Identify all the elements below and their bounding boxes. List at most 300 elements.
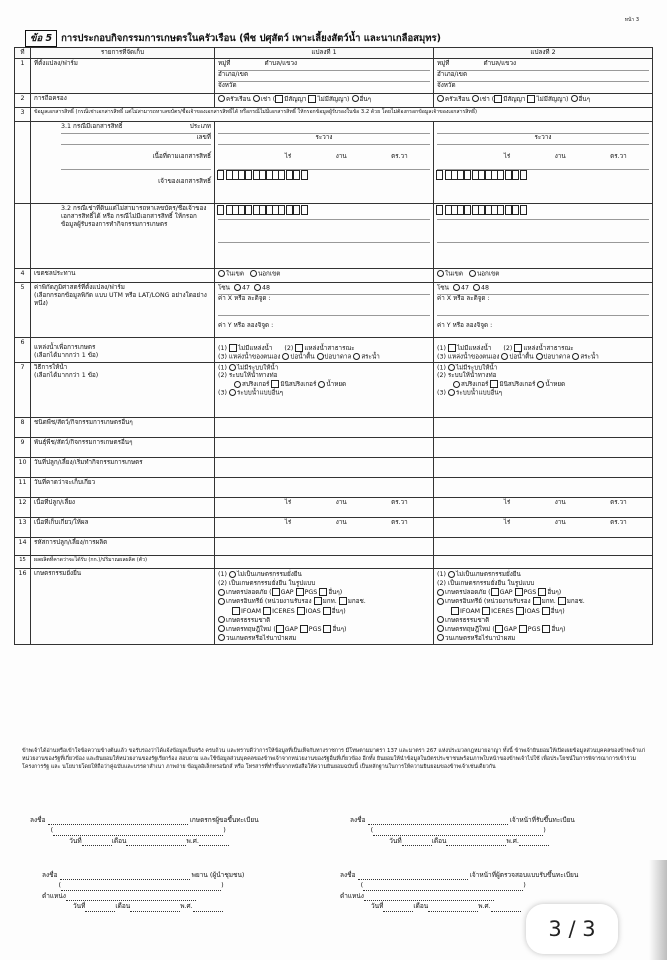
- form-line: [218, 145, 430, 170]
- radio-button[interactable]: [437, 95, 444, 102]
- radio-button[interactable]: [318, 381, 325, 388]
- radio-button[interactable]: [448, 389, 455, 396]
- radio-button[interactable]: [437, 270, 444, 277]
- fill-line: [193, 904, 223, 912]
- id-digit-box[interactable]: [464, 170, 471, 180]
- radio-button[interactable]: [229, 364, 236, 371]
- form-text: เกษตรปลอดภัย: [226, 589, 268, 597]
- form-text: (2): [503, 344, 513, 352]
- plot1-planted-area[interactable]: [215, 498, 434, 518]
- id-digit-box[interactable]: [520, 205, 527, 215]
- form-line: ค่า X หรือ ละติจูด :: [218, 295, 430, 316]
- plot1-location[interactable]: [215, 58, 434, 93]
- form-text: มินิสปริงเกอร์: [499, 381, 536, 389]
- form-text: 3: [15, 107, 31, 121]
- form-text: ไร่: [503, 152, 511, 160]
- form-text: PGS: [527, 625, 541, 633]
- radio-button[interactable]: [453, 284, 460, 291]
- checkbox[interactable]: [558, 597, 566, 605]
- checkbox[interactable]: [451, 607, 459, 615]
- form-text: ไม่มีระบบให้น้ำ: [236, 364, 279, 372]
- radio-button[interactable]: [469, 270, 476, 277]
- id-digit-box[interactable]: [464, 205, 471, 215]
- checkbox[interactable]: [314, 597, 322, 605]
- radio-button[interactable]: [537, 381, 544, 388]
- radio-button[interactable]: [437, 616, 444, 623]
- plot1-production-code[interactable]: [215, 538, 434, 556]
- checkbox[interactable]: [519, 625, 527, 633]
- form-text: ตำแหน่ง: [340, 891, 364, 900]
- radio-button[interactable]: [218, 616, 225, 623]
- fill-line: [61, 883, 221, 891]
- form-text: วันที่คาดว่าจะเก็บเกี่ยว: [31, 478, 215, 498]
- checkbox[interactable]: [494, 95, 502, 103]
- form-line: [218, 243, 430, 265]
- row-production-code: [15, 538, 653, 556]
- radio-button[interactable]: [218, 598, 225, 605]
- fill-line: [85, 904, 115, 912]
- form-text: ไม่เป็นเกษตรกรรมยั่งยืน: [236, 571, 302, 579]
- radio-button[interactable]: [229, 571, 236, 578]
- form-text: ลงชื่อ: [340, 871, 356, 879]
- form-text: เดือน: [115, 902, 131, 911]
- radio-button[interactable]: [234, 381, 241, 388]
- id-digit-box[interactable]: [301, 170, 308, 180]
- id-digit-box[interactable]: [436, 205, 443, 215]
- id-digit-box[interactable]: [497, 170, 504, 180]
- checkbox[interactable]: [515, 588, 523, 596]
- signature-farmer[interactable]: ลงชื่อ เกษตรกรผู้ขอขึ้นทะเบียน ( ) วันที่ เดือน พ.ศ.: [30, 816, 259, 845]
- plot2-sustainable[interactable]: (1) ไม่เป็นเกษตรกรรมยั่งยืน (2) เป็นเกษตรกรรมยั่งยืน ในรูปแบบ เกษตรปลอดภัย ( GAP PGS อื่นๆ) เกษตรอินทรีย์ (หน่วยงานรับรอง มกท. มกอช. IFOAM ICERES IOAS อื่นๆ) เกษตรธรรมชาติ เกษตรทฤษฎีใหม่ ( GAP PGS อื่นๆ) วนเกษตรหรือไร่นาป่าผสม: [434, 569, 653, 645]
- form-text: อื่นๆ): [547, 589, 562, 597]
- form-text: ตร.วา: [610, 499, 627, 507]
- form-line: เนื้อที่ตามเอกสารสิทธิ์: [61, 145, 211, 170]
- form-text: ตร.วา: [391, 519, 408, 527]
- radio-button[interactable]: [453, 381, 460, 388]
- plot1-water-source[interactable]: [215, 337, 434, 362]
- form-line: จังหวัด: [218, 81, 237, 89]
- checkbox[interactable]: [542, 607, 550, 615]
- form-text: 4: [15, 268, 31, 282]
- radio-button[interactable]: [234, 284, 241, 291]
- plot1-variety[interactable]: [215, 438, 434, 458]
- fill-line: [519, 838, 549, 846]
- form-text: พ.ศ.: [180, 902, 193, 911]
- checkbox[interactable]: [300, 625, 308, 633]
- form-line: [437, 123, 649, 134]
- fill-line: [130, 904, 180, 912]
- form-text: (3) แหล่งน้ำของตนเอง: [218, 353, 281, 361]
- form-text: งาน: [335, 499, 347, 507]
- form-text: แหล่งน้ำเพื่อการเกษตร: [34, 343, 96, 351]
- form-text: 9: [15, 438, 31, 458]
- form-text: (1): [218, 364, 227, 372]
- radio-button[interactable]: [572, 353, 579, 360]
- plot2-harvest-date[interactable]: [434, 478, 653, 498]
- form-line: เลขที่: [61, 134, 211, 145]
- radio-button[interactable]: [218, 270, 225, 277]
- form-text: มีสัญญา: [284, 95, 307, 103]
- form-line: [437, 220, 649, 243]
- radio-button[interactable]: [253, 95, 260, 102]
- checkbox[interactable]: [296, 588, 304, 596]
- plot2-variety[interactable]: [434, 438, 653, 458]
- form-text: งาน: [554, 519, 566, 527]
- checkbox[interactable]: [297, 607, 305, 615]
- form-text: มินิสปริงเกอร์: [280, 381, 317, 389]
- form-text: พ.ศ.: [506, 836, 519, 845]
- form-text: ไม่เป็นเกษตรกรรมยั่งยืน: [455, 571, 521, 579]
- radio-button[interactable]: [254, 284, 261, 291]
- plot2-water-source[interactable]: [434, 337, 653, 362]
- plot1-irrigation-zone[interactable]: [215, 268, 434, 282]
- checkbox[interactable]: [533, 597, 541, 605]
- form-text: ลงชื่อ: [42, 871, 58, 879]
- checkbox[interactable]: [495, 625, 503, 633]
- form-text: สปริงเกอร์: [461, 381, 489, 389]
- form-line: [437, 170, 649, 202]
- checkbox[interactable]: [490, 380, 498, 388]
- radio-button[interactable]: [437, 589, 444, 596]
- row-harvest-date: [15, 478, 653, 498]
- signature-witness[interactable]: ลงชื่อ พยาน (ผู้นำชุมชน) ( ) ตำแหน่ง วันที่ เดือน พ.ศ.: [42, 871, 245, 911]
- plot2-irrigation-zone[interactable]: [434, 268, 653, 282]
- form-text: ไร่: [284, 152, 292, 160]
- page-number: หน้า 3: [624, 17, 639, 23]
- form-line: ค่า Y หรือ ลองจิจูด :: [437, 321, 493, 329]
- form-text: อื่นๆ): [328, 589, 343, 597]
- radio-button[interactable]: [571, 95, 578, 102]
- form-line: ระวาง: [437, 134, 649, 145]
- table-header: [15, 48, 653, 59]
- plot2-expected-yield[interactable]: [434, 556, 653, 569]
- form-text: ลงชื่อ: [30, 816, 46, 824]
- id-digit-box[interactable]: [293, 205, 300, 215]
- form-text: พ.ศ.: [478, 902, 491, 911]
- checkbox[interactable]: [272, 588, 280, 596]
- form-text: ตร.วา: [610, 152, 627, 160]
- form-line: [218, 60, 430, 71]
- plot2-deed[interactable]: [434, 121, 653, 203]
- plot1-start-date[interactable]: [215, 458, 434, 478]
- radio-button[interactable]: [218, 95, 225, 102]
- form-text: อื่นๆ: [578, 95, 591, 103]
- form-text: PGS: [304, 589, 318, 597]
- id-digit-box[interactable]: [497, 205, 504, 215]
- form-text: มกอช.: [566, 598, 585, 606]
- checkbox[interactable]: [308, 95, 316, 103]
- form-text: ครัวเรือน: [445, 95, 470, 103]
- form-line: [218, 284, 430, 295]
- row-start-date: [15, 458, 653, 478]
- form-line: [437, 145, 649, 170]
- form-text: อื่นๆ): [551, 625, 566, 633]
- form-text: สระน้ำ: [580, 353, 599, 361]
- form-line: ค่า X หรือ ละติจูด :: [437, 295, 649, 316]
- fill-line: [428, 904, 478, 912]
- row-water-source: [15, 337, 653, 362]
- plot2-location[interactable]: [434, 58, 653, 93]
- fill-line: [82, 838, 112, 846]
- checkbox[interactable]: [271, 380, 279, 388]
- form-text: เนื้อที่เก็บเกี่ยว/ให้ผล: [31, 518, 215, 538]
- form-text: 47: [460, 284, 469, 292]
- plot2-watering-method[interactable]: [434, 363, 653, 418]
- form-line: เจ้าของเอกสารสิทธิ์: [158, 177, 211, 185]
- plot1-watering-method[interactable]: [215, 363, 434, 418]
- form-text: ครัวเรือน: [226, 95, 251, 103]
- form-text: (1): [218, 344, 227, 352]
- form-text: วันที่ปลูก/เลี้ยง/เริ่มทำกิจกรรมการเกษตร: [31, 458, 215, 478]
- form-line: อำเภอ/เขต: [437, 71, 649, 82]
- radio-button[interactable]: [218, 625, 225, 632]
- form-text: 2: [15, 93, 31, 107]
- form-text: ไร่: [503, 499, 511, 507]
- form-text: GAP: [499, 589, 513, 597]
- form-text: น้ำหยด: [326, 381, 347, 389]
- id-digit-box[interactable]: [512, 205, 519, 215]
- checkbox[interactable]: [229, 344, 237, 352]
- form-text: บ่อน้ำตื้น: [290, 353, 315, 361]
- form-text: อื่นๆ): [331, 607, 346, 615]
- section-title: การประกอบกิจกรรมการเกษตรในครัวเรือน (พืช ปศุสัตว์ เพาะเลี้ยงสัตว์น้ำ และนาเกลือสมุทร): [61, 33, 441, 44]
- checkbox[interactable]: [491, 588, 499, 596]
- form-text: มกอช.: [347, 598, 366, 606]
- fill-line: [402, 838, 432, 846]
- checkbox[interactable]: [319, 588, 327, 596]
- form-line: [437, 519, 649, 527]
- radio-button[interactable]: [448, 571, 455, 578]
- checkbox[interactable]: [339, 597, 347, 605]
- id-digit-box[interactable]: [278, 170, 285, 180]
- form-text: (1): [437, 571, 446, 579]
- form-text: (3) แหล่งน้ำของตนเอง: [437, 353, 500, 361]
- plot2-certifier[interactable]: [434, 203, 653, 268]
- radio-button[interactable]: [353, 353, 360, 360]
- form-text: วันที่: [73, 902, 86, 911]
- form-text: ระบบน้ำแบบอื่นๆ: [236, 389, 284, 397]
- form-text: เกษตรปลอดภัย: [445, 589, 487, 597]
- form-line: [218, 170, 430, 202]
- form-text: หมู่ที่: [218, 59, 231, 67]
- form-text: ตำแหน่ง: [42, 891, 66, 900]
- form-text: อื่นๆ): [332, 625, 347, 633]
- checkbox[interactable]: [232, 607, 240, 615]
- form-text: 5: [15, 282, 31, 337]
- form-text: เช่า (: [260, 95, 276, 103]
- radio-button[interactable]: [282, 353, 289, 360]
- form-text: 48: [481, 284, 490, 292]
- form-text: โซน: [218, 284, 230, 292]
- form-text: (หน่วยงานรับรอง: [264, 598, 312, 606]
- form-text: วนเกษตรหรือไร่นาป่าผสม: [445, 634, 516, 642]
- plot1-deed[interactable]: [215, 121, 434, 203]
- plot2-crop-type[interactable]: [434, 418, 653, 438]
- form-line: ระวาง: [218, 134, 430, 145]
- form-text: ระบบน้ำแบบอื่นๆ: [455, 389, 503, 397]
- form-text: PGS: [523, 589, 537, 597]
- form-text: 6: [15, 337, 31, 362]
- plot2-planted-area[interactable]: [434, 498, 653, 518]
- plot1-harvest-area[interactable]: [215, 518, 434, 538]
- form-text: วิธีการให้น้ำ: [34, 364, 68, 372]
- form-text: ผลผลิตที่คาดว่าจะได้รับ (กก.)/ปริมาณผลผลิต (ตัว): [31, 556, 215, 569]
- form-text: บ่อน้ำตื้น: [509, 353, 534, 361]
- checkbox[interactable]: [275, 95, 283, 103]
- form-text: งาน: [335, 152, 347, 160]
- radio-button[interactable]: [250, 270, 257, 277]
- form-text: ค่าพิกัดภูมิศาสตร์ที่ตั้งแปลง/ฟาร์ม: [34, 283, 125, 291]
- form-text: เจ้าหน้าที่รับขึ้นทะเบียน: [509, 816, 575, 824]
- form-text: 3.2 กรณีเช่าที่ดินแต่ไม่สามารถหาเลขบัตร/ชื่อเจ้าของเอกสารสิทธิ์ได้ หรือ กรณีไม่มีเอกสารสิทธิ์ ให้กรอกข้อมูลผู้รับรองการทำกิจกรรมการเกษตร: [31, 203, 215, 268]
- id-digit-box[interactable]: [278, 205, 285, 215]
- row-irrigation-zone: [15, 268, 653, 282]
- form-text: ตร.วา: [391, 152, 408, 160]
- form-text: ตร.วา: [391, 499, 408, 507]
- row-coordinates: [15, 282, 653, 337]
- radio-button[interactable]: [437, 625, 444, 632]
- form-text: น้ำหยด: [545, 381, 566, 389]
- form-text: 7: [15, 363, 31, 418]
- plot2-ownership[interactable]: [434, 93, 653, 107]
- radio-button[interactable]: [501, 353, 508, 360]
- form-text: ไม่มีระบบให้น้ำ: [455, 364, 498, 372]
- plot1-crop-type[interactable]: [215, 418, 434, 438]
- form-text: เช่า (: [479, 95, 495, 103]
- id-digit-box[interactable]: [245, 205, 252, 215]
- id-digit-box[interactable]: [520, 170, 527, 180]
- header-no: ที่: [15, 48, 31, 59]
- form-text: ลงชื่อ: [350, 816, 366, 824]
- id-digit-box[interactable]: [512, 170, 519, 180]
- checkbox[interactable]: [276, 625, 284, 633]
- checkbox[interactable]: [527, 95, 535, 103]
- consent-declaration: ข้าพเจ้าได้อ่านหรือเข้าใจข้อความข้างต้นแล้ว ขอรับรองว่าได้แจ้งข้อมูลเป็นจริง ครบถ้วน และทราบดีว่าการให้ข้อมูลที่เป็นเท็จกับทางราชการ มีโทษตามมาตรา 137 และมาตรา 267 แห่งประมวลกฎหมายอาญา ทั้งนี้ ข้าพเจ้ายินยอมให้เปิดเผยข้อมูลส่วนบุคคลของข้าพเจ้าแก่หน่วยงานของรัฐที่เกี่ยวข้อง และยินยอมให้หน่วยงานของรัฐเรียกร้อง สอบถาม และใช้ข้อมูลส่วนบุคคลของข้าพเจ้าจากหน่วยงานของรัฐอื่นที่เกี่ยวข้อง อีกทั้ง ยินยอมให้นำข้อมูลในบัตรประชาชนพร้อมภาพใบหน้าของข้าพเจ้าไปใช้ เพื่อประโยชน์ในการพิจารณาการเข้าร่วมโครงการรัฐ และ นโยบายโดยให้ถือว่าคู่ฉบับและบรรดาสำเนา ภาพถ่าย ข้อมูลอิเล็กทรอนิกส์ หรือ โทรสารที่ทำขึ้นจากหนังสือให้ความยินยอมฉบับนี้ เป็นหลักฐานในการให้ความยินยอมของข้าพเจ้าเช่นเดียวกัน: [22, 748, 646, 770]
- form-text: (1): [437, 364, 446, 372]
- plot1-coordinates[interactable]: [215, 282, 434, 337]
- form-text: พยาน (ผู้นำชุมชน): [191, 871, 245, 879]
- plot1-harvest-date[interactable]: [215, 478, 434, 498]
- radio-button[interactable]: [218, 634, 225, 641]
- id-digit-box[interactable]: [301, 205, 308, 215]
- form-text: 13: [15, 518, 31, 538]
- form-text: งาน: [335, 519, 347, 527]
- fill-line: [368, 817, 508, 825]
- checkbox[interactable]: [516, 607, 524, 615]
- form-text: เดือน: [413, 902, 429, 911]
- form-text: วันที่: [389, 836, 402, 845]
- id-digit-box[interactable]: [436, 170, 443, 180]
- form-text: 47: [241, 284, 250, 292]
- id-digit-box[interactable]: [217, 170, 224, 180]
- id-digit-box[interactable]: [217, 205, 224, 215]
- form-text: (1): [437, 344, 446, 352]
- plot2-start-date[interactable]: [434, 458, 653, 478]
- radio-button[interactable]: [448, 364, 455, 371]
- form-text: 8: [15, 418, 31, 438]
- plot1-certifier[interactable]: [215, 203, 434, 268]
- form-text: เกษตรทฤษฎีใหม่: [226, 625, 272, 633]
- form-text: พันธุ์พืช/สัตว์/กิจกรรมการเกษตรอื่นๆ: [31, 438, 215, 458]
- form-text: การถือครอง: [31, 93, 215, 107]
- radio-button[interactable]: [536, 353, 543, 360]
- radio-button[interactable]: [437, 598, 444, 605]
- form-text: ไม่มีแหล่งน้ำ: [237, 344, 273, 352]
- form-text: เขตชลประทาน: [31, 268, 215, 282]
- form-text: มกท.: [322, 598, 337, 606]
- checkbox[interactable]: [542, 625, 550, 633]
- form-text: 10: [15, 458, 31, 478]
- form-text: นอกเขต: [257, 270, 281, 278]
- form-text: 11: [15, 478, 31, 498]
- checkbox[interactable]: [323, 607, 331, 615]
- form-text: วันที่: [69, 836, 82, 845]
- radio-button[interactable]: [352, 95, 359, 102]
- page-indicator[interactable]: 3 / 3: [526, 904, 618, 954]
- form-text: แหล่งน้ำสาธารณะ: [304, 344, 355, 352]
- form-text: ไร่: [284, 519, 292, 527]
- form-text: (2) ระบบให้น้ำทางท่อ: [218, 372, 278, 380]
- plot2-harvest-area[interactable]: [434, 518, 653, 538]
- form-text: วนเกษตรหรือไร่นาป่าผสม: [226, 634, 297, 642]
- checkbox[interactable]: [538, 588, 546, 596]
- form-line: [437, 284, 649, 295]
- row-title-deed: [15, 107, 653, 121]
- radio-button[interactable]: [229, 389, 236, 396]
- fill-line: [53, 828, 223, 836]
- form-line: [437, 243, 649, 265]
- row-deed-info: [15, 121, 653, 203]
- id-digit-box[interactable]: [293, 170, 300, 180]
- radio-button[interactable]: [218, 589, 225, 596]
- checkbox[interactable]: [323, 625, 331, 633]
- form-text: GAP: [503, 625, 517, 633]
- form-line: [218, 519, 430, 527]
- signature-officer[interactable]: ลงชื่อ เจ้าหน้าที่รับขึ้นทะเบียน ( ) วันที่ เดือน พ.ศ.: [350, 816, 575, 845]
- radio-button[interactable]: [473, 284, 480, 291]
- form-text: เจ้าหน้าที่ผู้ตรวจสอบแบบรับขึ้นทะเบียน: [469, 871, 579, 879]
- checkbox[interactable]: [482, 607, 490, 615]
- plot1-sustainable[interactable]: (1) ไม่เป็นเกษตรกรรมยั่งยืน (2) เป็นเกษตรกรรมยั่งยืน ในรูปแบบ เกษตรปลอดภัย ( GAP PGS อื่นๆ) เกษตรอินทรีย์ (หน่วยงานรับรอง มกท. มกอช. IFOAM ICERES IOAS อื่นๆ) เกษตรธรรมชาติ เกษตรทฤษฎีใหม่ ( GAP PGS อื่นๆ) วนเกษตรหรือไร่นาป่าผสม: [215, 569, 434, 645]
- radio-button[interactable]: [317, 353, 324, 360]
- form-text: นอกเขต: [476, 270, 500, 278]
- signature-verifier[interactable]: ลงชื่อ เจ้าหน้าที่ผู้ตรวจสอบแบบรับขึ้นทะเบียน ( ) ตำแหน่ง วันที่ เดือน พ.ศ.: [340, 871, 579, 911]
- plot1-expected-yield[interactable]: [215, 556, 434, 569]
- radio-button[interactable]: [472, 95, 479, 102]
- form-text: ตร.วา: [610, 519, 627, 527]
- plot2-coordinates[interactable]: [434, 282, 653, 337]
- form-text: อื่นๆ): [550, 607, 565, 615]
- form-text: IOAS: [524, 607, 540, 615]
- form-text: มีสัญญา: [503, 95, 526, 103]
- plot2-production-code[interactable]: [434, 538, 653, 556]
- id-digit-box[interactable]: [245, 170, 252, 180]
- plot1-ownership[interactable]: [215, 93, 434, 107]
- form-line: จังหวัด: [437, 81, 456, 89]
- checkbox[interactable]: [448, 344, 456, 352]
- row-certifier: [15, 203, 653, 268]
- fill-line: [373, 828, 543, 836]
- checkbox[interactable]: [263, 607, 271, 615]
- radio-button[interactable]: [437, 634, 444, 641]
- header-item: รายการที่จัดเก็บ: [31, 48, 215, 59]
- checkbox[interactable]: [295, 344, 303, 352]
- form-text: (2): [284, 344, 294, 352]
- checkbox[interactable]: [514, 344, 522, 352]
- row-expected-yield: [15, 556, 653, 569]
- fill-line: [383, 904, 413, 912]
- form-text: โซน: [437, 284, 449, 292]
